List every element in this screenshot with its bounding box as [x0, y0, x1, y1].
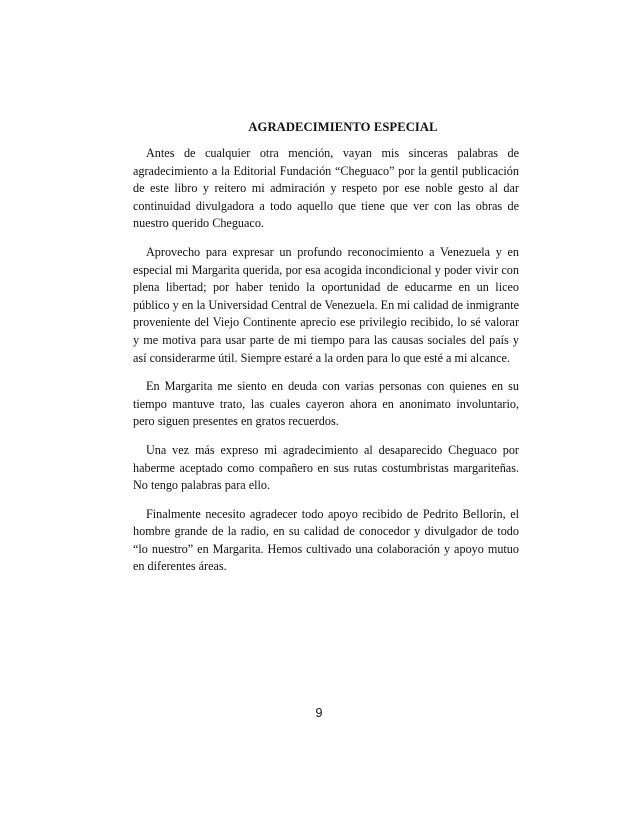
paragraph-3: En Margarita me siento en deuda con varias personas con quienes en su tiempo mantuve trato, las cuales cayeron ahora en anonimato involuntario, pero siguen presentes en gratos recuerdos. [133, 379, 519, 429]
paragraph-5: Finalmente necesito agradecer todo apoyo recibido de Pedrito Bellorín, el hombre grande de la radio, en su calidad de conocedor y divulgador de todo “lo nuestro” en Margarita. Hemos cultivado una colaboración y apoyo mutuo en diferentes áreas. [133, 506, 519, 574]
paragraph-1: Antes de cualquier otra mención, vayan mis sinceras palabras de agradecimiento a la Editorial Fundación “Cheguaco” por la gentil publicación de este libro y reitero mi admiración y respeto por ese noble gesto al dar continuidad divulgadora a todo aquello que tiene que ver con las obras de nuestro querido Cheguaco. [133, 146, 519, 231]
page-number: 9 [315, 706, 323, 720]
page-title: AGRADECIMIENTO ESPECIAL [248, 120, 438, 134]
page-content [133, 120, 519, 587]
paragraph-4: Una vez más expreso mi agradecimiento al desaparecido Cheguaco por haberme aceptado como compañero en sus rutas costumbristas margariteñas. No tengo palabras para ello. [133, 442, 519, 493]
paragraph-2: Aprovecho para expresar un profundo reconocimiento a Venezuela y en especial mi Margarita querida, por esa acogida incondicional y poder vivir con plena libertad; por haber tenido la oportunidad de educarme en un liceo público y en la Universidad Central de Venezuela. En mi calidad de inmigrante proveniente del Viejo Continente aprecio ese privilegio recibido, lo sé valorar y me motiva para usar parte de mi tiempo para las causas sociales del país y así considerarme útil. Siempre estaré a la orden para lo que esté a mi alcance. [133, 244, 519, 365]
